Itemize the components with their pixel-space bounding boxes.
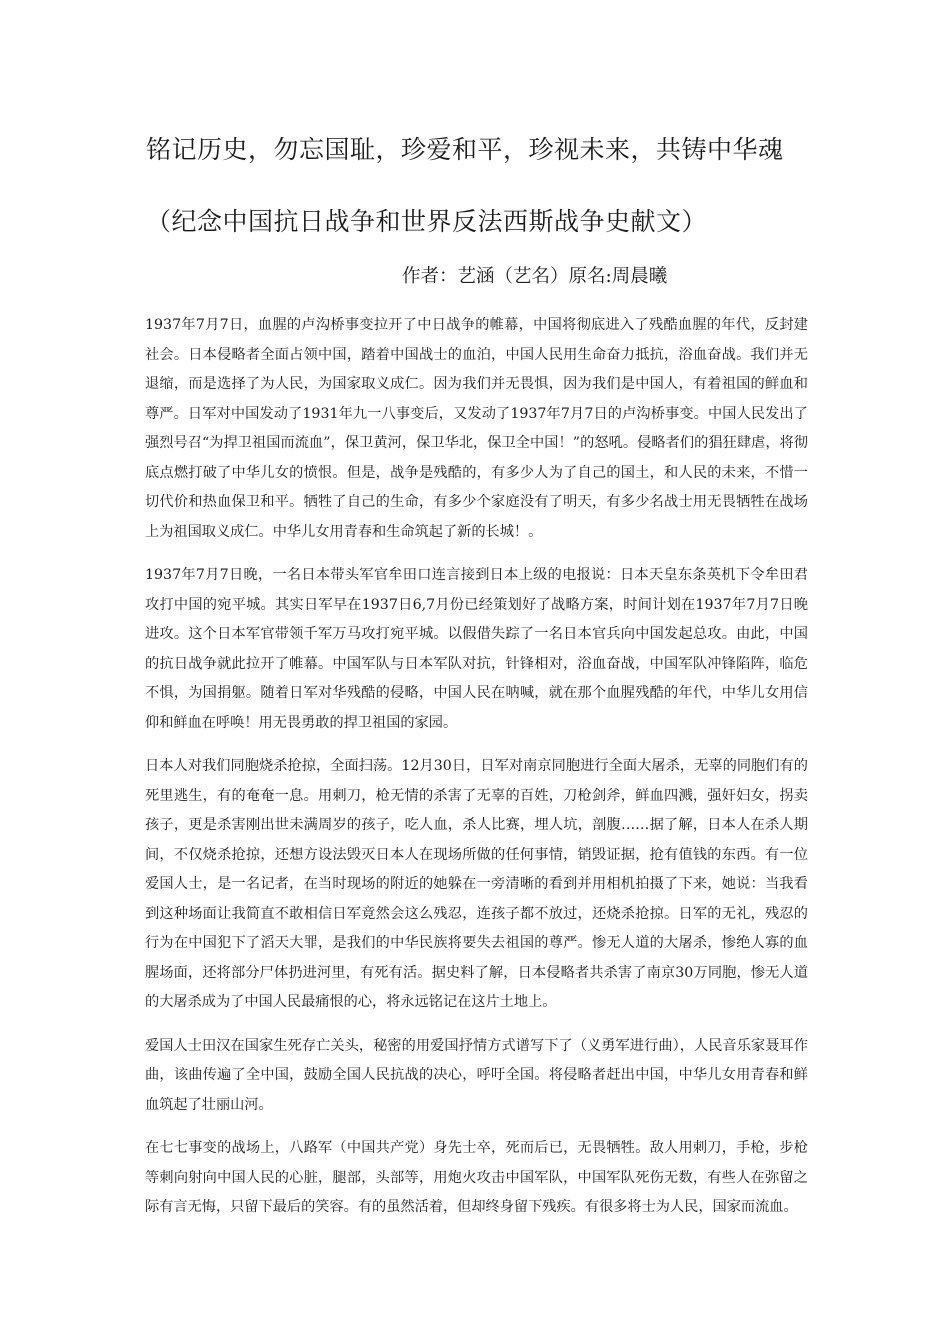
- document-subtitle: （纪念中国抗日战争和世界反法西斯战争史献文）: [146, 207, 708, 236]
- paragraph-1: 1937年7月7日，血腥的卢沟桥事变拉开了中日战争的帷幕，中国将彻底进入了残酷血腥的年代，反封建社会。日本侵略者全面占领中国，踏着中国战士的血泊，中国人民用生命奋力抵抗，浴血奋战。我们并无退缩，而是选择了为人民，为国家取义成仁。因为我们并无畏惧，因为我们是中国人，有着祖国的鲜血和尊严。日军对中国发动了1931年九一八事变后，又发动了1937年7月7日的卢沟桥事变。中国人民发出了强烈号召“为捍卫祖国而流血”，保卫黄河，保卫华北，保卫全中国！”的怒吼。侵略者们的猖狂肆虐，将彻底点燃打破了中华儿女的愤恨。但是，战争是残酷的，有多少人为了自己的国土，和人民的未来，不惜一切代价和热血保卫和平。牺牲了自己的生命，有多少个家庭没有了明天，有多少名战士用无畏牺牲在战场上为祖国取义成仁。中华儿女用青春和生命筑起了新的长城！。: [145, 317, 808, 540]
- document-title: 铭记历史，勿忘国耻，珍爱和平，珍视未来，共铸中华魂: [146, 135, 784, 164]
- paragraph-3: 日本人对我们同胞烧杀抢掠，全面扫荡。12月30日，日军对南京同胞进行全面大屠杀，无辜的同胞们有的死里逃生，有的奄奄一息。用刺刀，枪无情的杀害了无辜的百姓，刀枪剑斧，鲜血四溅，强奸妇女，拐卖孩子，更是杀害刚出世未满周岁的孩子，吃人血，杀人比赛，埋人坑，剖腹……据了解，日本人在杀人期间，不仅烧杀抢掠，还想方设法毁灭日本人在现场所做的任何事情，销毁证据，抢有值钱的东西。有一位爱国人士，是一名记者，在当时现场的附近的她躲在一旁清晰的看到并用相机拍摄了下来，她说：当我看到这种场面让我简直不敢相信日军竟然会这么残忍，连孩子都不放过，还烧杀抢掠。日军的无礼，残忍的行为在中国犯下了滔天大罪，是我们的中华民族将要失去祖国的尊严。惨无人道的大屠杀，惨绝人寡的血腥场面，还将部分尸体扔进河里，有死有活。据史料了解，日本侵略者共杀害了南京30万同胞，惨无人道的大屠杀成为了中国人民最痛恨的心，将永远铭记在这片土地上。: [145, 758, 808, 1010]
- paragraph-5: 在七七事变的战场上，八路军（中国共产党）身先士卒，死而后已，无畏牺牲。敌人用刺刀，手枪，步枪等刺向射向中国人民的心脏，腿部，头部等，用炮火攻击中国军队，中国军队死伤无数，有些人在弥留之际有言无悔，只留下最后的笑容。有的虽然活着，但却终身留下残疾。有很多将士为人民，国家而流血。: [145, 1140, 808, 1215]
- paragraph-4: 爱国人士田汉在国家生死存亡关头，秘密的用爱国抒情方式谱写下了（义勇军进行曲），人民音乐家聂耳作曲，该曲传遍了全中国，鼓励全国人民抗战的决心，呼吁全国。将侵略者赶出中国，中华儿女用青春和鲜血筑起了壮丽山河。: [145, 1037, 808, 1113]
- document-body: [145, 311, 808, 1237]
- author-line: 作者：艺涵（艺名）原名:周晨曦: [402, 266, 668, 287]
- paragraph-2: 1937年7月7日晚，一名日本带头军官牟田口连言接到日本上级的电报说：日本天皇东条英机下令牟田君攻打中国的宛平城。其实日军早在1937日6,7月份已经策划好了战略方案，时间计划在1937年7月7日晚进攻。这个日本军官带领千军万马攻打宛平城。以假借失踪了一名日本官兵向中国发起总攻。由此，中国的抗日战争就此拉开了帷幕。中国军队与日本军队对抗，针锋相对，浴血奋战，中国军队冲锋陷阵，临危不惧，为国捐躯。随着日军对华残酷的侵略，中国人民在呐喊，就在那个血腥残酷的年代，中华儿女用信仰和鲜血在呼唤！用无畏勇敢的捍卫祖国的家园。: [145, 567, 808, 731]
